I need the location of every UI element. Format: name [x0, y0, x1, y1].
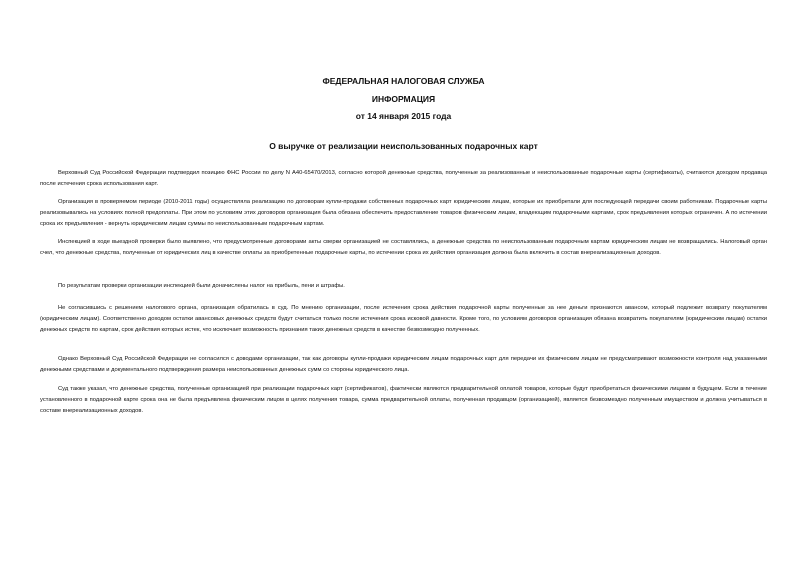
- body-paragraph: По результатам проверки организации инспекцией были доначислены налог на прибыль, пени и штрафы.: [58, 283, 345, 289]
- body-paragraph: Верховный Суд Российской Федерации подтвердил позицию ФНС России по делу N А40-65470/2013, согласно которой денежные средства, полученные за реализованные и неиспользованные подарочные карты (сертификаты), считаются доходом продавца после истечения срока использования карт.: [40, 170, 767, 187]
- body-paragraph: Не согласившись с решением налогового органа, организация обратилась в суд. По мнению организации, после истечения срока действия подарочной карты полученные за нее деньги признаются авансом, который подлежит возврату покупателям (юридическим лицам). Соответственно доходом остатки авансовых денежных средств будут считаться только после истечения срока исковой давности. Кроме того, по условиям договоров организация обязана возвратить покупателям (юридическим лицам) остатки денежных средств по картам, срок действия которых истек, что исключает возможность признания таких денежных средств в качестве безвозмездно полученных.: [40, 305, 767, 333]
- document-type: ИНФОРМАЦИЯ: [371, 94, 436, 104]
- document-title: О выручке от реализации неиспользованных подарочных карт: [269, 141, 538, 151]
- body-paragraph: Однако Верховный Суд Российской Федерации не согласился с доводами организации, так как договоры купли-продажи юридическим лицам подарочных карт для передачи их физическим лицам не предусматривают возможности контроля над указанными денежными средствами и документального подтверждения размера неиспользованных денежных сумм со стороны юридического лица.: [40, 356, 767, 373]
- body-paragraph: Организация в проверяемом периоде (2010-2011 годы) осуществляла реализацию по договорам купли-продажи собственных подарочных карт юридическим лицам, которые их приобретали для последующей передачи своим работникам. Подарочные карты реализовывались на условиях полной предоплаты. При этом по условиям этих договоров организация была обязана обеспечить предоставление товаров физическим лицам, владеющим подарочными картами, срок предъявления которых ограничен. А по истечении срока их предъявления - вернуть юридическим лицам суммы по неиспользованным подарочным картам.: [40, 199, 767, 227]
- document-date: от 14 января 2015 года: [355, 111, 452, 121]
- body-paragraph: Инспекцией в ходе выездной проверки было выявлено, что предусмотренные договорами акты сверки организацией не составлялись, а денежные средства по неиспользованным подарочным картам юридическим лицам не возвращались. Налоговый орган счел, что денежные средства, полученные от юридических лиц в качестве оплаты за приобретенные подарочные карты, по истечении срока их действия организация должна была включить в состав внереализационных доходов.: [40, 239, 767, 256]
- agency-name: ФЕДЕРАЛЬНАЯ НАЛОГОВАЯ СЛУЖБА: [322, 76, 485, 86]
- body-paragraph: Суд также указал, что денежные средства, полученные организацией при реализации подарочных карт (сертификатов), фактически являются предварительной оплатой товаров, которые будут приобретаться физическими лицами в будущем. Если в течение установленного в подарочной карте срока она не была предъявлена физическим лицом в целях получения товара, сумма предварительной оплаты, полученная продавцом (организацией), является безвозмездно полученным имуществом и должна учитываться в составе внереализационных доходов.: [40, 386, 767, 414]
